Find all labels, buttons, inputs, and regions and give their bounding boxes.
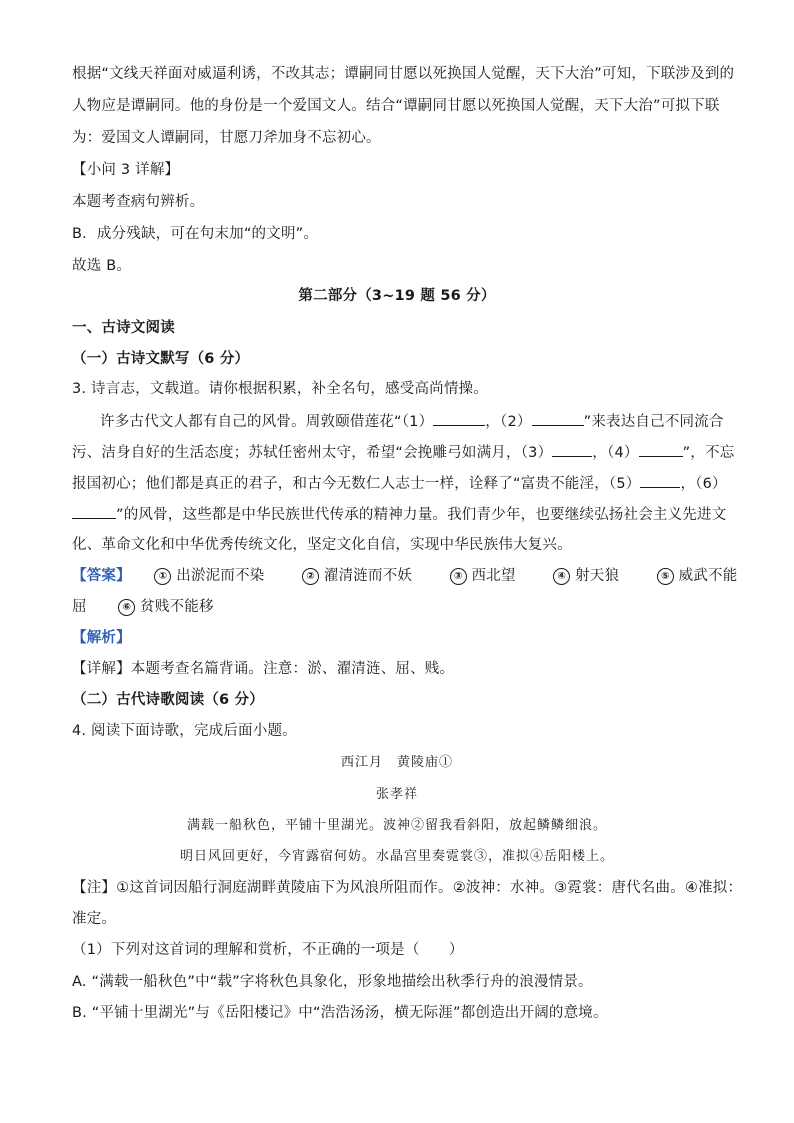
blank-4[interactable] <box>639 442 683 457</box>
part2-title: 第二部分（3~19 题 56 分） <box>298 288 496 304</box>
question-3-para-line-1: 许多古代文人都有自己的风骨。周敦颐借莲花“（1） ，（2） ”来表达自己不同流合 <box>100 411 724 432</box>
question-3-para-line-5: 化、革命文化和中华优秀传统文化，坚定文化自信，实现中华民族伟大复兴。 <box>72 537 572 553</box>
answer-num-1: ① <box>154 568 171 585</box>
q3-detail-line-1: 本题考查病句辨析。 <box>72 194 205 210</box>
answer-item-3: 西北望 <box>471 568 516 584</box>
answer-num-4: ④ <box>553 568 570 585</box>
question-3-stem: 3. 诗言志，文载道。请你根据积累，补全名句，感受高尚情操。 <box>72 381 488 397</box>
blank-1[interactable] <box>433 411 485 426</box>
poem-line-2: 明日风回更好，今宵露宿何妨。水晶宫里奏霓裳③，准拟④岳阳楼上。 <box>179 849 614 864</box>
q3-detail-line-2: B．成分残缺，可在句末加“的文明”。 <box>72 226 319 242</box>
answer-item-4: 射天狼 <box>575 568 620 584</box>
answer-num-5: ⑤ <box>657 568 674 585</box>
intro-line-3: 为：爱国文人谭嗣同，甘愿刀斧加身不忘初心。 <box>72 130 381 146</box>
answer-line-1 <box>72 566 737 586</box>
question-3-para-line-2: 污、洁身自好的生活态度；苏轼任密州太守，希望“会挽雕弓如满月，（3） ，（4） ”，不忘 <box>72 442 734 463</box>
blank-3[interactable] <box>552 442 592 457</box>
intro-line-2: 人物应是谭嗣同。他的身份是一个爱国文人。结合“谭嗣同甘愿以死换国人觉醒，天下大治”可拟下联 <box>72 98 720 114</box>
answer-num-6: ⑥ <box>118 599 135 616</box>
poem-author: 张孝祥 <box>375 787 418 802</box>
answer-item-6: 贫贱不能移 <box>140 599 214 615</box>
analysis-label: 【解析】 <box>72 630 131 646</box>
answer-label: 【答案】 <box>72 568 131 584</box>
q3-detail-line-3: 故选 B。 <box>72 258 132 274</box>
section-heading-1: 一、古诗文阅读 <box>72 320 175 336</box>
answer-item-2: 濯清涟而不妖 <box>323 568 413 584</box>
answer-num-3: ③ <box>450 568 467 585</box>
sub-question-1: （1）下列对这首词的理解和赏析，不正确的一项是（ ） <box>72 942 464 958</box>
question-3-para-line-4: ”的风骨，这些都是中华民族世代传承的精神力量。我们青少年，也要继续弘扬社会主义先进文 <box>72 504 726 525</box>
option-b[interactable]: B. “平铺十里湖光”与《岳阳楼记》中“浩浩汤汤，横无际涯”都创造出开阔的意境。 <box>72 1005 608 1021</box>
question-4-stem: 4. 阅读下面诗歌，完成后面小题。 <box>72 723 297 739</box>
analysis-detail: 【详解】本题考查名篇背诵。注意：淤、濯清涟、屈、贱。 <box>72 661 455 677</box>
q3-detail-heading: 【小问 3 详解】 <box>72 162 180 178</box>
answer-item-1: 出淤泥而不染 <box>176 568 265 584</box>
subsection-heading-1: （一）古诗文默写（6 分） <box>72 351 250 367</box>
answer-item-5: 威武不能 <box>678 568 738 584</box>
blank-5[interactable] <box>640 473 680 488</box>
question-3-para-line-3: 报国初心；他们都是真正的君子，和古今无数仁人志士一样，诠释了“富贵不能淫，（5） ，（6） <box>72 473 727 494</box>
answer-item-5-tail: 屈 <box>72 599 87 615</box>
subsection-heading-2: （二）古代诗歌阅读（6 分） <box>72 692 264 708</box>
blank-2[interactable] <box>532 411 584 426</box>
option-a[interactable]: A. “满载一船秋色”中“载”字将秋色具象化，形象地描绘出秋季行舟的浪漫情景。 <box>72 974 593 990</box>
intro-line-1: 根据“文线天祥面对威逼利诱，不改其志；谭嗣同甘愿以死换国人觉醒，天下大治”可知，下联涉及到的 <box>72 66 735 82</box>
poem-title: 西江月 黄陵庙① <box>340 755 453 770</box>
answer-line-2 <box>72 597 214 617</box>
note-line-2: 准定。 <box>72 911 117 927</box>
blank-6[interactable] <box>72 504 116 519</box>
answer-num-2: ② <box>302 568 319 585</box>
poem-line-1: 满载一船秋色，平铺十里湖光。波神②留我看斜阳，放起鳞鳞细浪。 <box>186 818 607 833</box>
note-line-1: 【注】①这首词因船行洞庭湖畔黄陵庙下为风浪所阻而作。②波神：水神。③霓裳：唐代名曲。④准拟： <box>72 880 743 896</box>
